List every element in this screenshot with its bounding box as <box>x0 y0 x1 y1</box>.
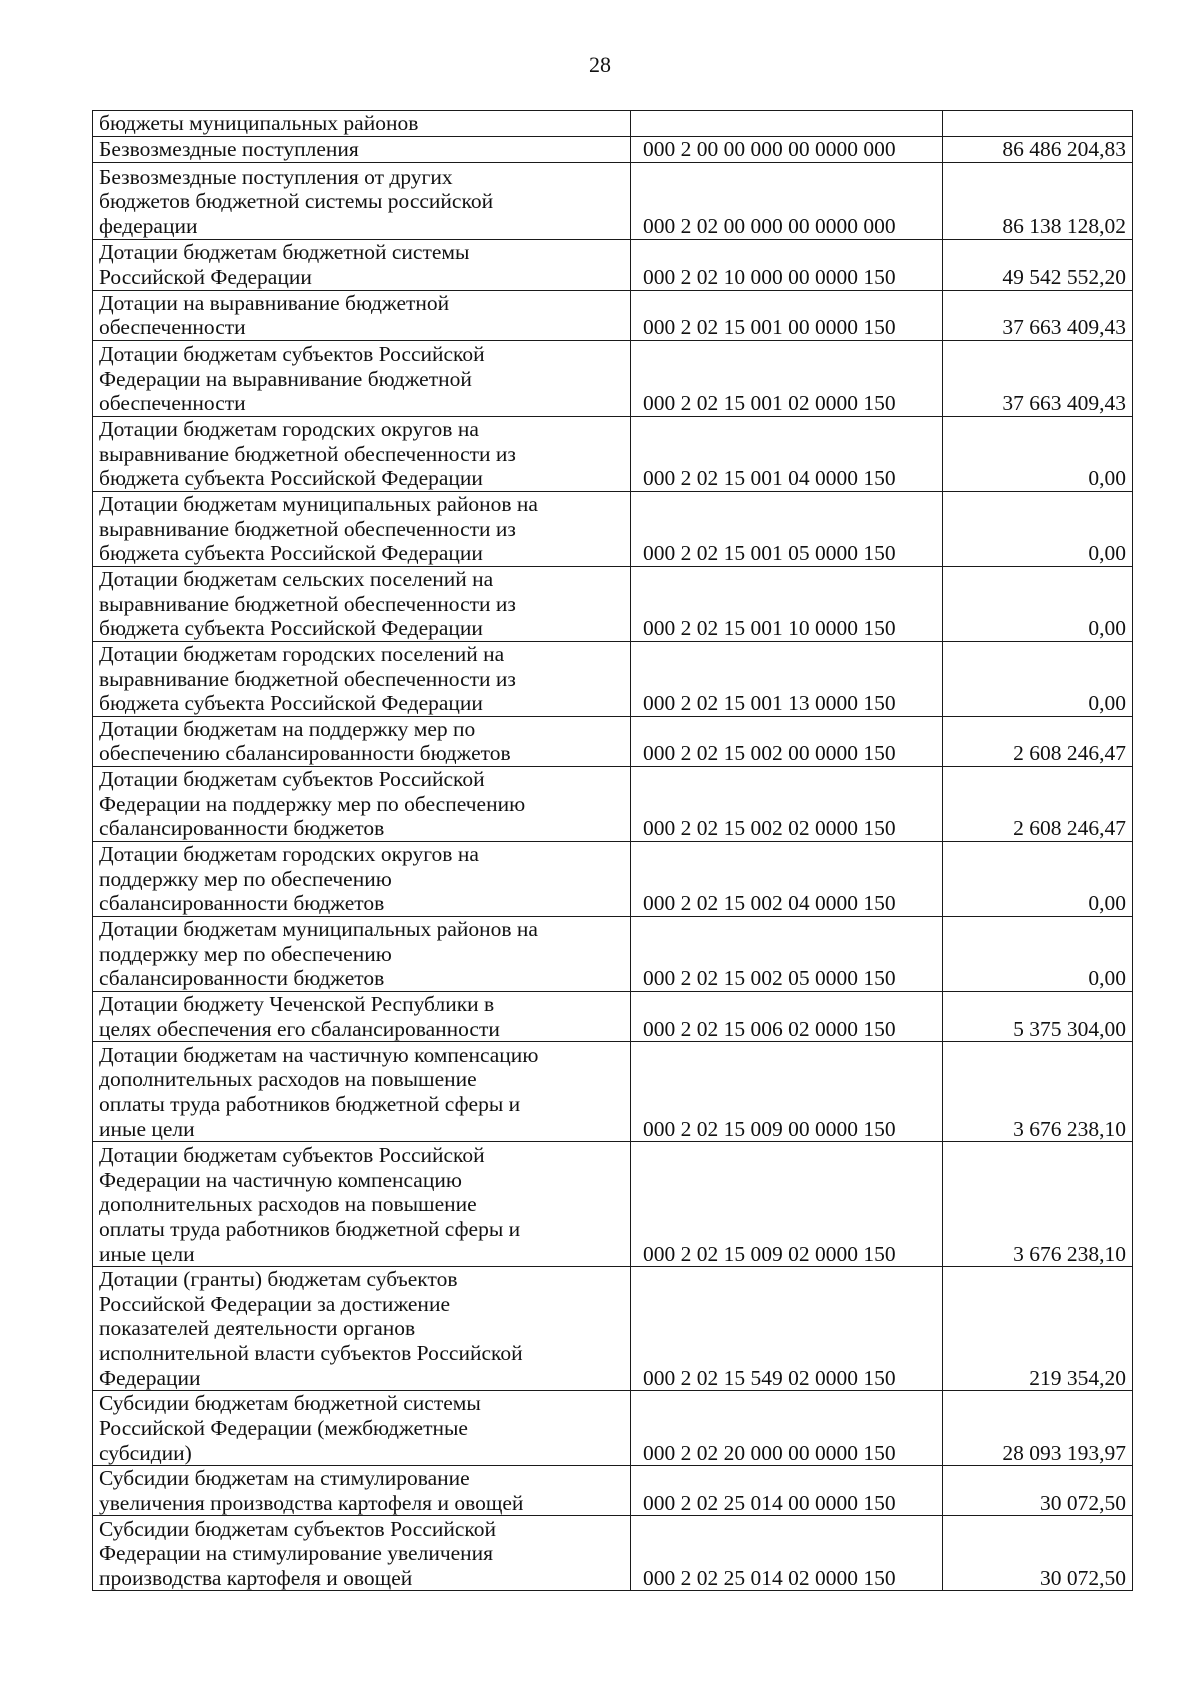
table-row <box>93 416 1133 491</box>
row-name: Дотации бюджетам на частичную компенсацию дополнительных расходов на повышение оплаты труда работников бюджетной сферы и иные цели <box>93 1042 631 1142</box>
row-amount: 3 676 238,10 <box>943 1042 1133 1142</box>
row-code: 000 2 02 15 002 04 0000 150 <box>631 841 943 916</box>
row-amount <box>943 111 1133 137</box>
table-row <box>93 766 1133 841</box>
row-amount: 219 354,20 <box>943 1267 1133 1391</box>
row-name: Субсидии бюджетам бюджетной системы Российской Федерации (межбюджетные субсидии) <box>93 1391 631 1466</box>
row-amount: 2 608 246,47 <box>943 716 1133 766</box>
row-amount: 0,00 <box>943 841 1133 916</box>
table-row <box>93 1142 1133 1267</box>
row-code: 000 2 02 15 001 04 0000 150 <box>631 416 943 491</box>
row-code: 000 2 00 00 000 00 0000 000 <box>631 137 943 163</box>
row-amount: 3 676 238,10 <box>943 1142 1133 1267</box>
table-row <box>93 1042 1133 1142</box>
row-name: Дотации бюджетам муниципальных районов на выравнивание бюджетной обеспеченности из бюджета субъекта Российской Федерации <box>93 491 631 566</box>
row-amount: 30 072,50 <box>943 1466 1133 1516</box>
row-name: Дотации на выравнивание бюджетной обеспеченности <box>93 290 631 340</box>
row-amount: 86 486 204,83 <box>943 137 1133 163</box>
row-code: 000 2 02 15 002 02 0000 150 <box>631 766 943 841</box>
row-code: 000 2 02 15 001 00 0000 150 <box>631 290 943 340</box>
table-row <box>93 1466 1133 1516</box>
row-code: 000 2 02 15 001 02 0000 150 <box>631 340 943 416</box>
row-code: 000 2 02 15 009 00 0000 150 <box>631 1042 943 1142</box>
row-name: Дотации бюджетам субъектов Российской Федерации на частичную компенсацию дополнительных расходов на повышение оплаты труда работников бюджетной сферы и иные цели <box>93 1142 631 1267</box>
table-row <box>93 491 1133 566</box>
row-amount: 0,00 <box>943 641 1133 716</box>
table-row <box>93 162 1133 239</box>
row-name: Дотации бюджетам городских округов на выравнивание бюджетной обеспеченности из бюджета субъекта Российской Федерации <box>93 416 631 491</box>
row-amount: 30 072,50 <box>943 1516 1133 1591</box>
row-name: Дотации бюджетам субъектов Российской Федерации на поддержку мер по обеспечению сбалансированности бюджетов <box>93 766 631 841</box>
budget-table-body <box>93 111 1133 1591</box>
table-row <box>93 716 1133 766</box>
row-name: Дотации (гранты) бюджетам субъектов Российской Федерации за достижение показателей деятельности органов исполнительной власти субъектов Российской Федерации <box>93 1267 631 1391</box>
row-name: Дотации бюджетам муниципальных районов на поддержку мер по обеспечению сбалансированности бюджетов <box>93 916 631 991</box>
row-name: Субсидии бюджетам субъектов Российской Федерации на стимулирование увеличения производства картофеля и овощей <box>93 1516 631 1591</box>
table-row <box>93 290 1133 340</box>
table-row <box>93 841 1133 916</box>
row-name: Безвозмездные поступления от других бюджетов бюджетной системы российской федерации <box>93 162 631 239</box>
table-row <box>93 340 1133 416</box>
row-code: 000 2 02 10 000 00 0000 150 <box>631 239 943 290</box>
row-name: Дотации бюджетам городских округов на поддержку мер по обеспечению сбалансированности бюджетов <box>93 841 631 916</box>
row-code: 000 2 02 15 001 10 0000 150 <box>631 566 943 641</box>
row-name: Дотации бюджетам бюджетной системы Российской Федерации <box>93 239 631 290</box>
row-amount: 37 663 409,43 <box>943 290 1133 340</box>
table-row <box>93 916 1133 991</box>
row-code <box>631 111 943 137</box>
budget-revenue-table <box>92 110 1133 1591</box>
row-name: Дотации бюджету Чеченской Республики в целях обеспечения его сбалансированности <box>93 991 631 1041</box>
table-row <box>93 1267 1133 1391</box>
row-code: 000 2 02 00 000 00 0000 000 <box>631 162 943 239</box>
row-code: 000 2 02 15 002 00 0000 150 <box>631 716 943 766</box>
row-amount: 37 663 409,43 <box>943 340 1133 416</box>
row-amount: 0,00 <box>943 916 1133 991</box>
row-amount: 0,00 <box>943 491 1133 566</box>
row-code: 000 2 02 15 009 02 0000 150 <box>631 1142 943 1267</box>
row-amount: 5 375 304,00 <box>943 991 1133 1041</box>
row-name: Дотации бюджетам субъектов Российской Федерации на выравнивание бюджетной обеспеченности <box>93 340 631 416</box>
row-code: 000 2 02 20 000 00 0000 150 <box>631 1391 943 1466</box>
row-name: Субсидии бюджетам на стимулирование увеличения производства картофеля и овощей <box>93 1466 631 1516</box>
row-amount: 49 542 552,20 <box>943 239 1133 290</box>
table-row <box>93 137 1133 163</box>
table-row <box>93 991 1133 1041</box>
page-number: 28 <box>589 52 611 77</box>
table-row <box>93 1391 1133 1466</box>
row-code: 000 2 02 25 014 00 0000 150 <box>631 1466 943 1516</box>
row-amount: 0,00 <box>943 416 1133 491</box>
row-code: 000 2 02 15 001 13 0000 150 <box>631 641 943 716</box>
table-row <box>93 566 1133 641</box>
row-code: 000 2 02 15 001 05 0000 150 <box>631 491 943 566</box>
table-row <box>93 239 1133 290</box>
row-code: 000 2 02 25 014 02 0000 150 <box>631 1516 943 1591</box>
table-row <box>93 1516 1133 1591</box>
row-name: Дотации бюджетам на поддержку мер по обеспечению сбалансированности бюджетов <box>93 716 631 766</box>
row-code: 000 2 02 15 002 05 0000 150 <box>631 916 943 991</box>
row-name: Дотации бюджетам городских поселений на выравнивание бюджетной обеспеченности из бюджета субъекта Российской Федерации <box>93 641 631 716</box>
row-name: бюджеты муниципальных районов <box>93 111 631 137</box>
row-code: 000 2 02 15 006 02 0000 150 <box>631 991 943 1041</box>
row-amount: 2 608 246,47 <box>943 766 1133 841</box>
row-name: Дотации бюджетам сельских поселений на выравнивание бюджетной обеспеченности из бюджета субъекта Российской Федерации <box>93 566 631 641</box>
row-amount: 28 093 193,97 <box>943 1391 1133 1466</box>
row-code: 000 2 02 15 549 02 0000 150 <box>631 1267 943 1391</box>
table-row <box>93 111 1133 137</box>
row-name: Безвозмездные поступления <box>93 137 631 163</box>
row-amount: 0,00 <box>943 566 1133 641</box>
table-row <box>93 641 1133 716</box>
row-amount: 86 138 128,02 <box>943 162 1133 239</box>
